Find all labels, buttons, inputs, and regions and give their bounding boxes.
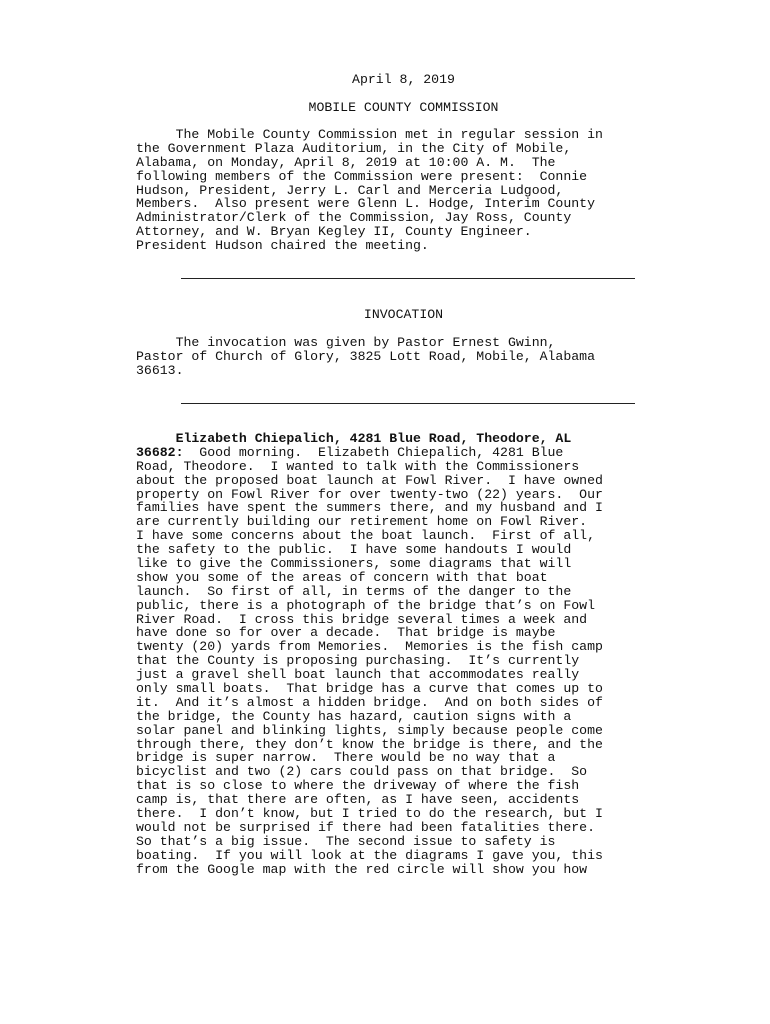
text-line: Attorney, and W. Bryan Kegley II, County Engineer. (136, 224, 532, 240)
text-line: that the County is proposing purchasing. It’s currently (136, 653, 580, 669)
text-line: Road, Theodore. I wanted to talk with the Commissioners (136, 458, 580, 474)
speaker-opening: Good morning. Elizabeth Chiepalich, 4281 Blue (183, 444, 564, 460)
text-line: have done so for over a decade. That bridge is maybe (136, 625, 556, 641)
invocation-heading: INVOCATION (363, 307, 444, 322)
text-line (136, 446, 671, 460)
text-line: River Road. I cross this bridge several times a week and (136, 611, 588, 627)
speaker-name: Elizabeth Chiepalich, 4281 Blue Road, Theodore, AL (136, 431, 572, 446)
text-line: Administrator/Clerk of the Commission, Jay Ross, County (136, 210, 572, 226)
section-divider (181, 403, 635, 404)
text-line: property on Fowl River for over twenty-two (22) years. Our (136, 486, 603, 502)
text-line: through there, they don’t know the bridge is there, and the (136, 736, 603, 752)
invocation-paragraph (136, 336, 671, 378)
text-line: like to give the Commissioners, some diagrams that will (136, 556, 572, 572)
text-line: about the proposed boat launch at Fowl River. I have owned (136, 472, 603, 488)
text-line: it. And it’s almost a hidden bridge. And on both sides of (136, 694, 603, 710)
text-line: bicyclist and two (2) cars could pass on that bridge. So (136, 764, 588, 780)
text-line: just a gravel shell boat launch that accommodates really (136, 667, 580, 683)
text-line: Members. Also present were Glenn L. Hodge, Interim County (136, 196, 595, 212)
meeting-date: April 8, 2019 (352, 72, 455, 87)
text-line: that is so close to where the driveway of where the fish (136, 778, 580, 794)
opening-paragraph (136, 128, 671, 253)
text-line: solar panel and blinking lights, simply because people come (136, 722, 603, 738)
section-divider (181, 278, 635, 279)
text-line: President Hudson chaired the meeting. (136, 238, 429, 254)
text-line: boating. If you will look at the diagrams I gave you, this (136, 847, 603, 863)
speaker-paragraph (136, 432, 671, 877)
text-line: only small boats. That bridge has a curve that comes up to (136, 681, 603, 697)
text-line: So that’s a big issue. The second issue to safety is (136, 833, 556, 849)
text-line: following members of the Commission were present: Connie (136, 168, 588, 184)
text-line: public, there is a photograph of the bridge that’s on Fowl (136, 597, 595, 613)
text-line: there. I don’t know, but I tried to do the research, but I (136, 806, 603, 822)
text-line: the bridge, the County has hazard, caution signs with a (136, 708, 572, 724)
text-line: show you some of the areas of concern with that boat (136, 569, 548, 585)
text-line: The invocation was given by Pastor Ernest Gwinn, (136, 335, 556, 350)
text-line: camp is, that there are often, as I have seen, accidents (136, 792, 580, 808)
text-line: twenty (20) yards from Memories. Memories is the fish camp (136, 639, 603, 655)
text-line: the Government Plaza Auditorium, in the City of Mobile, (136, 140, 572, 156)
text-line: launch. So first of all, in terms of the danger to the (136, 583, 572, 599)
commission-title: MOBILE COUNTY COMMISSION (308, 100, 499, 115)
text-line: are currently building our retirement home on Fowl River. (136, 514, 588, 530)
text-line: Pastor of Church of Glory, 3825 Lott Road, Mobile, Alabama (136, 348, 595, 364)
speaker-zip: 36682: (136, 444, 184, 460)
text-line: I have some concerns about the boat launch. First of all, (136, 528, 595, 544)
text-line: Alabama, on Monday, April 8, 2019 at 10:00 A. M. The (136, 154, 556, 170)
text-line: families have spent the summers there, and my husband and I (136, 500, 603, 516)
text-line: Hudson, President, Jerry L. Carl and Merceria Ludgood, (136, 182, 564, 198)
text-line: 36613. (136, 362, 184, 378)
text-line: The Mobile County Commission met in regular session in (136, 127, 603, 142)
text-line: the safety to the public. I have some handouts I would (136, 542, 572, 558)
text-line: from the Google map with the red circle will show you how (136, 861, 588, 877)
text-line: bridge is super narrow. There would be no way that a (136, 750, 556, 766)
text-line: would not be surprised if there had been fatalities there. (136, 819, 595, 835)
